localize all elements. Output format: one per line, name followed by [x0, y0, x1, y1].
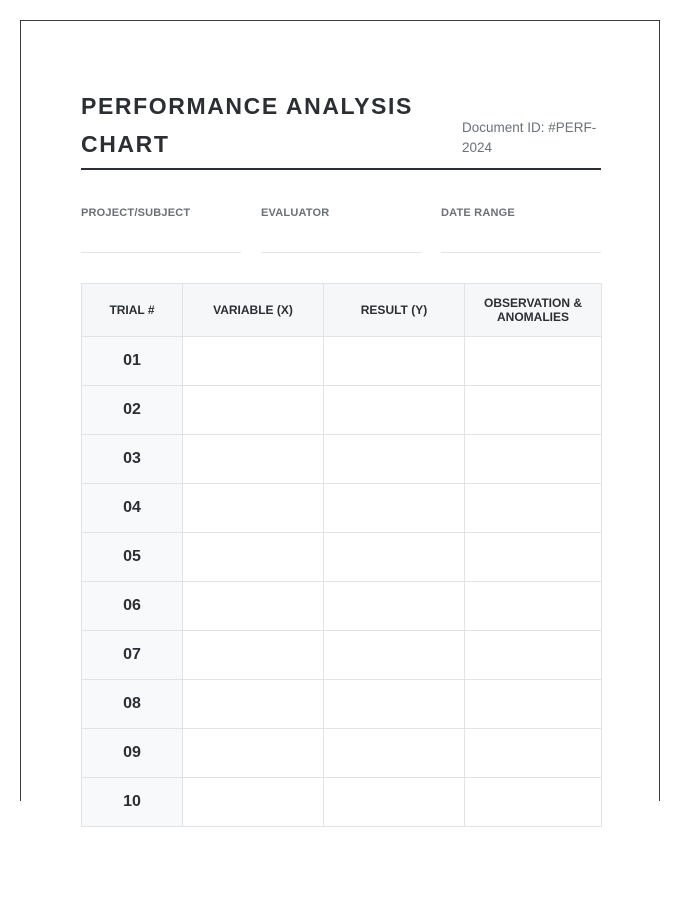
- document-header: [81, 81, 601, 170]
- observation-cell[interactable]: [465, 778, 602, 827]
- table-row: [82, 582, 602, 631]
- variable-cell[interactable]: [183, 582, 324, 631]
- table-row: [82, 729, 602, 778]
- result-cell[interactable]: [324, 729, 465, 778]
- trial-number-cell: 02: [82, 386, 183, 435]
- variable-cell[interactable]: [183, 435, 324, 484]
- date-range-field[interactable]: [441, 207, 601, 253]
- column-header-trial: TRIAL #: [82, 284, 183, 337]
- observation-cell[interactable]: [465, 386, 602, 435]
- variable-cell[interactable]: [183, 631, 324, 680]
- document-sheet: [20, 20, 660, 810]
- observation-cell[interactable]: [465, 533, 602, 582]
- result-cell[interactable]: [324, 435, 465, 484]
- table-row: [82, 680, 602, 729]
- document-title: PERFORMANCE ANALYSIS CHART: [81, 93, 413, 157]
- result-cell[interactable]: [324, 386, 465, 435]
- variable-cell[interactable]: [183, 778, 324, 827]
- trial-number-cell: 05: [82, 533, 183, 582]
- table-row: [82, 533, 602, 582]
- variable-cell[interactable]: [183, 729, 324, 778]
- observation-cell[interactable]: [465, 680, 602, 729]
- trial-number-cell: 06: [82, 582, 183, 631]
- variable-cell[interactable]: [183, 337, 324, 386]
- table-row: [82, 435, 602, 484]
- trial-number-cell: 08: [82, 680, 183, 729]
- table-body: [82, 337, 602, 827]
- result-cell[interactable]: [324, 484, 465, 533]
- variable-cell[interactable]: [183, 533, 324, 582]
- table-row: [82, 778, 602, 827]
- variable-cell[interactable]: [183, 484, 324, 533]
- column-header-result: RESULT (Y): [324, 284, 465, 337]
- trial-number-cell: 09: [82, 729, 183, 778]
- trial-number-cell: 01: [82, 337, 183, 386]
- project-subject-label: PROJECT/SUBJECT: [81, 207, 191, 219]
- observation-cell[interactable]: [465, 484, 602, 533]
- table-row: [82, 386, 602, 435]
- table-header-row: [82, 284, 602, 337]
- project-subject-field[interactable]: [81, 207, 241, 253]
- result-cell[interactable]: [324, 533, 465, 582]
- evaluator-field[interactable]: [261, 207, 421, 253]
- table-row: [82, 484, 602, 533]
- observation-cell[interactable]: [465, 337, 602, 386]
- observation-cell[interactable]: [465, 435, 602, 484]
- date-range-label: DATE RANGE: [441, 207, 515, 219]
- table-row: [82, 631, 602, 680]
- result-cell[interactable]: [324, 680, 465, 729]
- trial-number-cell: 07: [82, 631, 183, 680]
- trial-number-cell: 10: [82, 778, 183, 827]
- column-header-observation: OBSERVATION & ANOMALIES: [465, 284, 602, 337]
- observation-cell[interactable]: [465, 582, 602, 631]
- result-cell[interactable]: [324, 337, 465, 386]
- result-cell[interactable]: [324, 631, 465, 680]
- observation-cell[interactable]: [465, 729, 602, 778]
- column-header-variable: VARIABLE (X): [183, 284, 324, 337]
- variable-cell[interactable]: [183, 386, 324, 435]
- document-id: Document ID: #PERF-2024: [462, 120, 597, 155]
- evaluator-label: EVALUATOR: [261, 207, 330, 219]
- result-cell[interactable]: [324, 778, 465, 827]
- table-row: [82, 337, 602, 386]
- observation-cell[interactable]: [465, 631, 602, 680]
- variable-cell[interactable]: [183, 680, 324, 729]
- trial-number-cell: 04: [82, 484, 183, 533]
- trial-number-cell: 03: [82, 435, 183, 484]
- result-cell[interactable]: [324, 582, 465, 631]
- performance-table: [81, 283, 602, 827]
